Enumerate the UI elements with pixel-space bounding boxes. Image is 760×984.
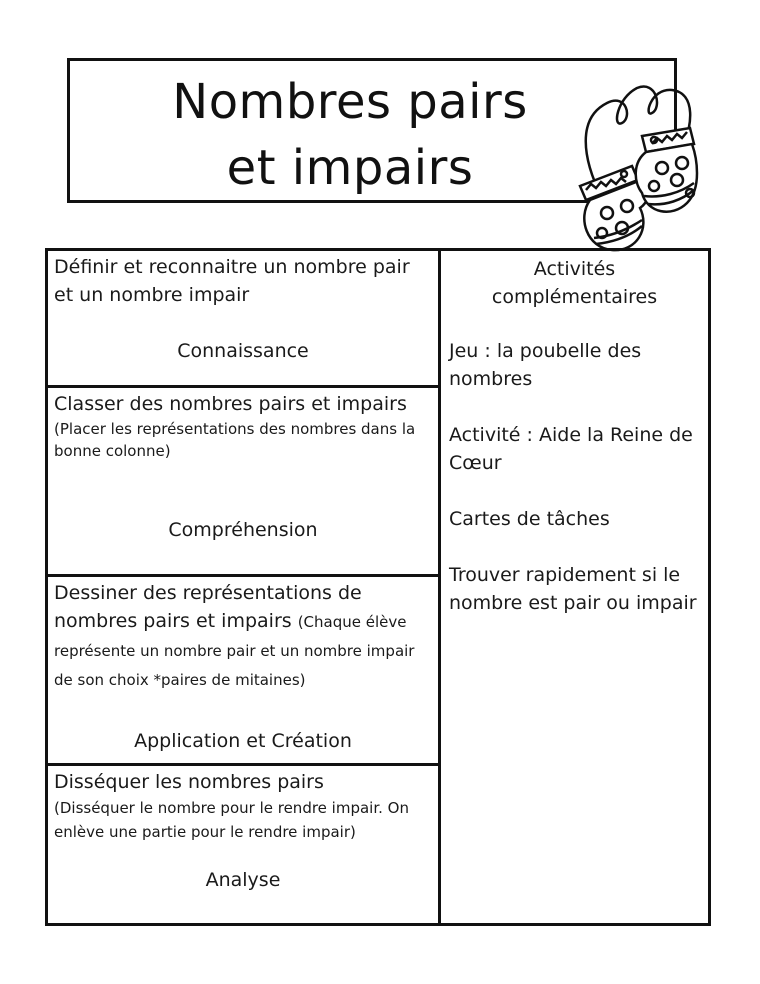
objective-detail: (Disséquer le nombre pour le rendre impair. On enlève une partie pour le rendre impair) bbox=[54, 799, 409, 841]
lesson-table bbox=[45, 248, 711, 926]
objective-text: Classer des nombres pairs et impairs bbox=[54, 393, 407, 415]
objective-text: Définir et reconnaitre un nombre pair et un nombre impair bbox=[54, 256, 410, 306]
title-line-2: et impairs bbox=[226, 140, 474, 196]
bloom-level-label: Connaissance bbox=[177, 340, 309, 362]
objective-detail: (Chaque élève représente un nombre pair et un nombre impair de son choix *paires de mitaines) bbox=[54, 613, 415, 689]
objective-cell-2 bbox=[48, 388, 438, 574]
page-title bbox=[70, 69, 630, 201]
activity-item: Trouver rapidement si le nombre est pair ou impair bbox=[449, 564, 697, 614]
activities-heading: Activités complémentaires bbox=[491, 258, 658, 308]
title-line-1: Nombres pairs bbox=[172, 74, 528, 130]
activity-item: Activité : Aide la Reine de Cœur bbox=[449, 424, 693, 474]
bloom-level-label: Analyse bbox=[205, 869, 281, 891]
objectives-column bbox=[48, 251, 438, 923]
activities-column bbox=[441, 251, 708, 923]
objective-detail: (Placer les représentations des nombres dans la bonne colonne) bbox=[54, 420, 416, 460]
objective-cell-4 bbox=[48, 766, 438, 923]
objective-cell-1 bbox=[48, 251, 438, 385]
mittens-icon bbox=[572, 78, 722, 253]
objective-text: Disséquer les nombres pairs bbox=[54, 771, 324, 793]
objective-cell-3 bbox=[48, 577, 438, 763]
objective-text: Dessiner des représentations de nombres pairs et impairs (Chaque élève représente un nombre pair et un nombre impair de son choix *paires de mitaines) bbox=[54, 582, 415, 689]
activity-item: Jeu : la poubelle des nombres bbox=[449, 340, 642, 390]
bloom-level-label: Application et Création bbox=[134, 730, 352, 752]
activity-item: Cartes de tâches bbox=[449, 508, 610, 530]
bloom-level-label: Compréhension bbox=[168, 519, 318, 541]
